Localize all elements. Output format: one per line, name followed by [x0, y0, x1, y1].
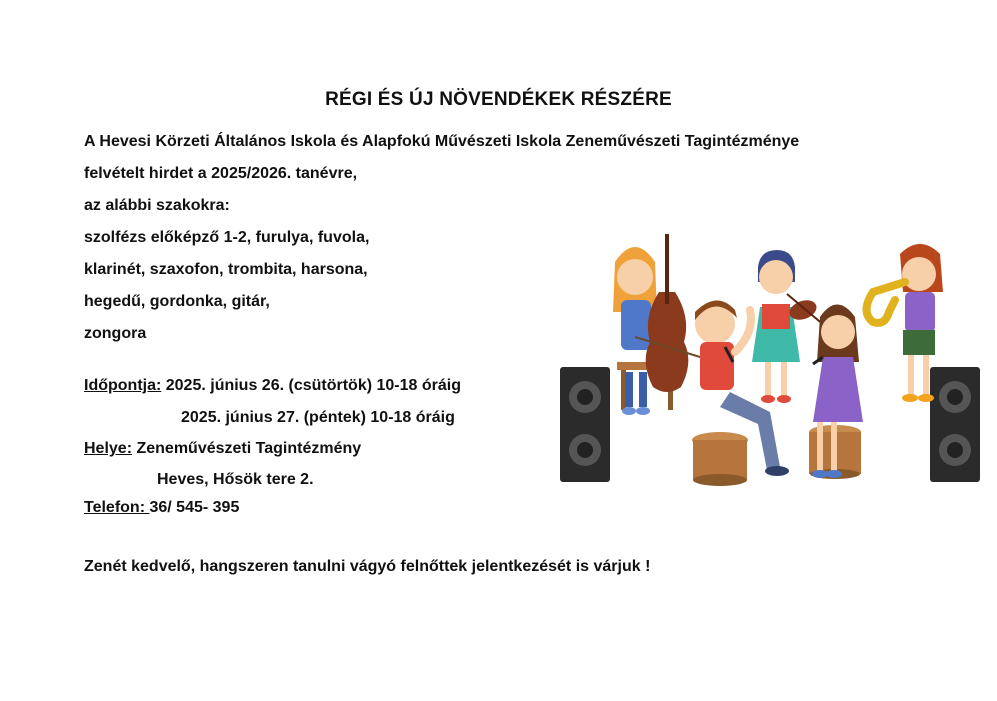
speaker-left-icon — [560, 367, 610, 482]
mic-girl-icon — [809, 305, 863, 480]
place-label: Helye: — [84, 440, 133, 457]
intro-line-3: az alábbi szakokra: — [84, 197, 230, 214]
subject-line: klarinét, szaxofon, trombita, harsona, — [84, 261, 368, 278]
kids-music-band-icon — [555, 222, 985, 502]
time-row — [84, 376, 461, 396]
place-value: Zeneművészeti Tagintézmény — [132, 440, 362, 457]
place-row — [84, 439, 361, 459]
subject-line: zongora — [84, 325, 147, 342]
time-value-2: 2025. június 27. (péntek) 10-18 óráig — [181, 409, 455, 426]
intro-line-2: felvételt hirdet a 2025/2026. tanévre, — [84, 165, 358, 182]
time-value: 2025. június 26. (csütörtök) 10-18 óráig — [161, 377, 461, 394]
subject-line: szolfézs előképző 1-2, furulya, fuvola, — [84, 229, 370, 246]
speaker-right-icon — [930, 367, 980, 482]
phone-label: Telefon: — [84, 499, 150, 516]
subject-line: hegedű, gordonka, gitár, — [84, 293, 270, 310]
time-label: Időpontja: — [84, 377, 162, 394]
phone-row — [84, 498, 239, 518]
cello-girl-icon — [613, 234, 700, 415]
place-value-2: Heves, Hősök tere 2. — [157, 471, 314, 488]
closing-text: Zenét kedvelő, hangszeren tanulni vágyó felnőttek jelentkezését is várjuk ! — [84, 558, 651, 575]
violin-girl-icon — [752, 250, 825, 403]
phone-value: 36/ 545- 395 — [149, 499, 240, 516]
page-title: RÉGI ÉS ÚJ NÖVENDÉKEK RÉSZÉRE — [325, 89, 672, 110]
intro-line-1: A Hevesi Körzeti Általános Iskola és Alapfokú Művészeti Iskola Zeneművészeti Tagintézménye — [84, 133, 800, 150]
